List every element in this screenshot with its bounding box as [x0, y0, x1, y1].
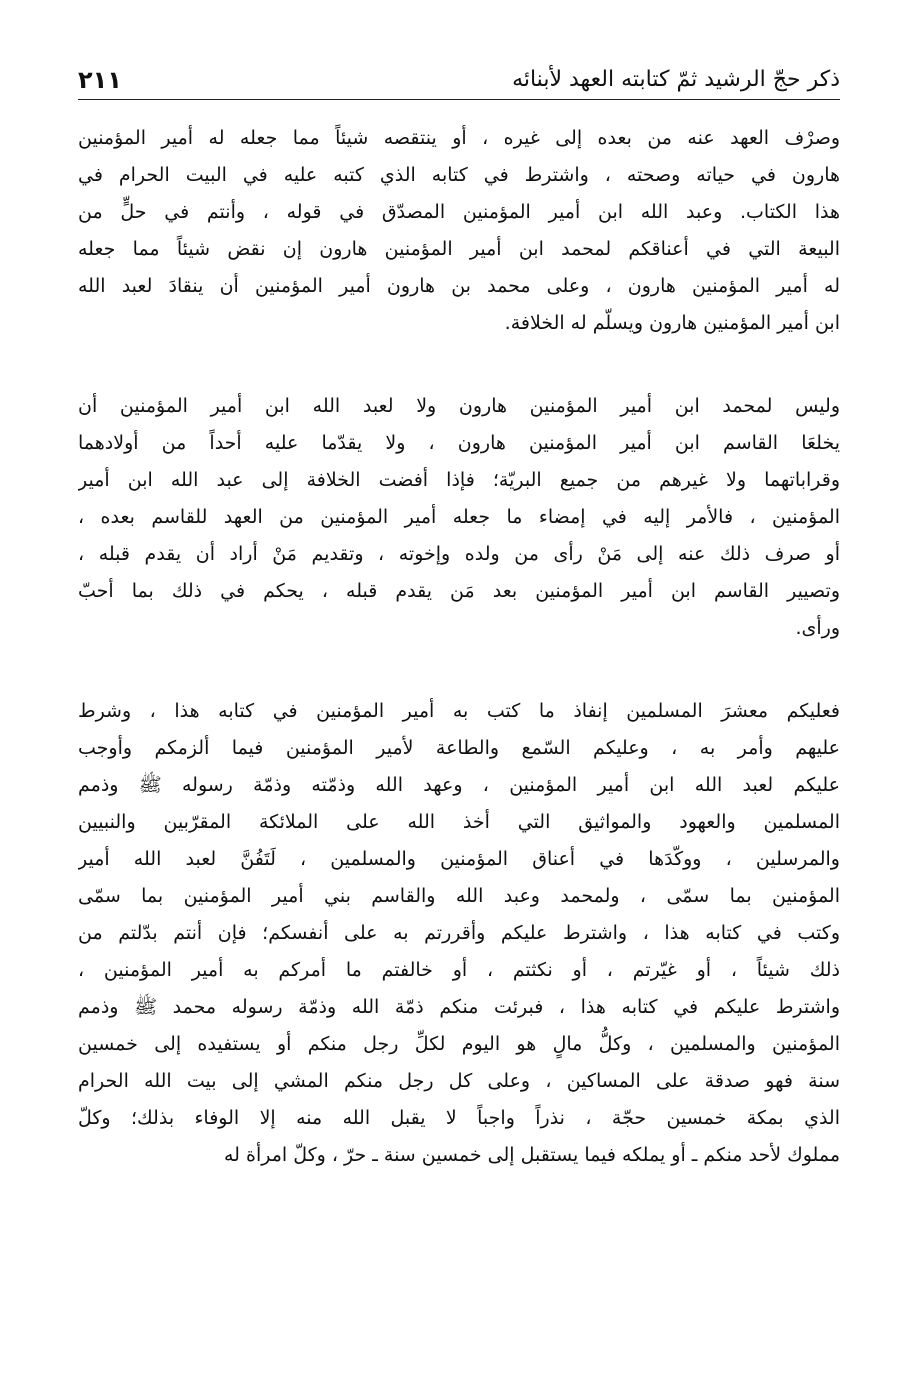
text-line: هذا الكتاب. وعبد الله ابن أمير المؤمنين المصدّق في قوله ، وأنتم في حلٍّ من	[78, 201, 840, 223]
text-line: ورأى.	[795, 617, 840, 639]
text-line: وتصيير القاسم ابن أمير المؤمنين بعد مَن يقدم قبله ، يحكم في ذلك بما أحبّ	[78, 580, 840, 602]
paragraph	[78, 388, 840, 647]
text-line: أو صرف ذلك عنه إلى مَنْ رأى من ولده وإخوته ، وتقديم مَنْ أراد أن يقدم قبله ،	[78, 543, 840, 565]
text-line: ذلك شيئاً ، أو غيّرتم ، أو نكثتم ، أو خالفتم ما أمركم به أمير المؤمنين ،	[78, 959, 840, 981]
paragraph	[78, 693, 840, 1174]
text-line: المؤمنين والمسلمين ، وكلُّ مالٍ هو اليوم لكلِّ رجل منكم أو يستفيده إلى خمسين	[78, 1033, 840, 1055]
text-line: واشترط عليكم في كتابه هذا ، فبرئت منكم ذمّة الله وذمّة رسوله محمد ﷺ وذمم	[78, 996, 840, 1018]
text-line: والمرسلين ، ووكّدَها في أعناق المؤمنين والمسلمين ، لَتَفُنَّ لعبد الله أمير	[78, 848, 840, 870]
paragraph	[78, 120, 840, 342]
text-line: وليس لمحمد ابن أمير المؤمنين هارون ولا لعبد الله ابن أمير المؤمنين أن	[78, 395, 840, 417]
text-line: له أمير المؤمنين هارون ، وعلى محمد بن هارون أمير المؤمنين أن ينقادَ لعبد الله	[78, 275, 840, 297]
page-body	[78, 120, 840, 1174]
page-number: ٢١١	[78, 66, 122, 94]
text-line: وقراباتهما ولا غيرهم من جميع البريّة؛ فإذا أفضت الخلافة إلى عبد الله ابن أمير	[78, 469, 840, 491]
text-line: وكتب في كتابه هذا ، واشترط عليكم وأقررتم به على أنفسكم؛ فإن أنتم بدّلتم من	[78, 922, 840, 944]
text-line: يخلعَا القاسم ابن أمير المؤمنين هارون ، ولا يقدّما عليه أحداً من أولادهما	[78, 432, 840, 454]
book-page	[78, 54, 840, 1364]
text-line: البيعة التي في أعناقكم لمحمد ابن أمير المؤمنين هارون إن نقض شيئاً مما جعله	[78, 238, 840, 260]
chapter-title: ذكر حجّ الرشيد ثمّ كتابته العهد لأبنائه	[512, 67, 840, 92]
text-line: الذي بمكة خمسين حجّة ، نذراً واجباً لا يقبل الله منه إلا الوفاء بذلك؛ وكلّ	[78, 1107, 840, 1129]
text-line: المسلمين والعهود والمواثيق التي أخذ الله على الملائكة المقرّبين والنبيين	[78, 811, 840, 833]
text-line: عليكم لعبد الله ابن أمير المؤمنين ، وعهد الله وذمّته وذمّة رسوله ﷺ وذمم	[78, 774, 840, 796]
text-line: وصرْف العهد عنه من بعده إلى غيره ، أو ينتقصه شيئاً مما جعله له أمير المؤمنين	[78, 127, 840, 149]
text-line: فعليكم معشرَ المسلمين إنفاذ ما كتب به أمير المؤمنين في كتابه هذا ، وشرط	[78, 700, 840, 722]
text-line: سنة فهو صدقة على المساكين ، وعلى كل رجل منكم المشي إلى بيت الله الحرام	[78, 1070, 840, 1092]
running-header	[78, 54, 840, 100]
text-line: هارون في حياته وصحته ، واشترط في كتابه الذي كتبه عليه في البيت الحرام في	[78, 164, 840, 186]
text-line: ابن أمير المؤمنين هارون ويسلّم له الخلافة.	[504, 312, 840, 334]
text-line: عليهم وأمر به ، وعليكم السّمع والطاعة لأمير المؤمنين فيما ألزمكم وأوجب	[78, 737, 840, 759]
text-line: المؤمنين بما سمّى ، ولمحمد وعبد الله والقاسم بني أمير المؤمنين بما سمّى	[78, 885, 840, 907]
text-line: المؤمنين ، فالأمر إليه في إمضاء ما جعله أمير المؤمنين من العهد للقاسم بعده ،	[78, 506, 840, 528]
text-line: مملوك لأحد منكم ـ أو يملكه فيما يستقبل إلى خمسين سنة ـ حرّ ، وكلّ امرأة له	[223, 1144, 840, 1166]
